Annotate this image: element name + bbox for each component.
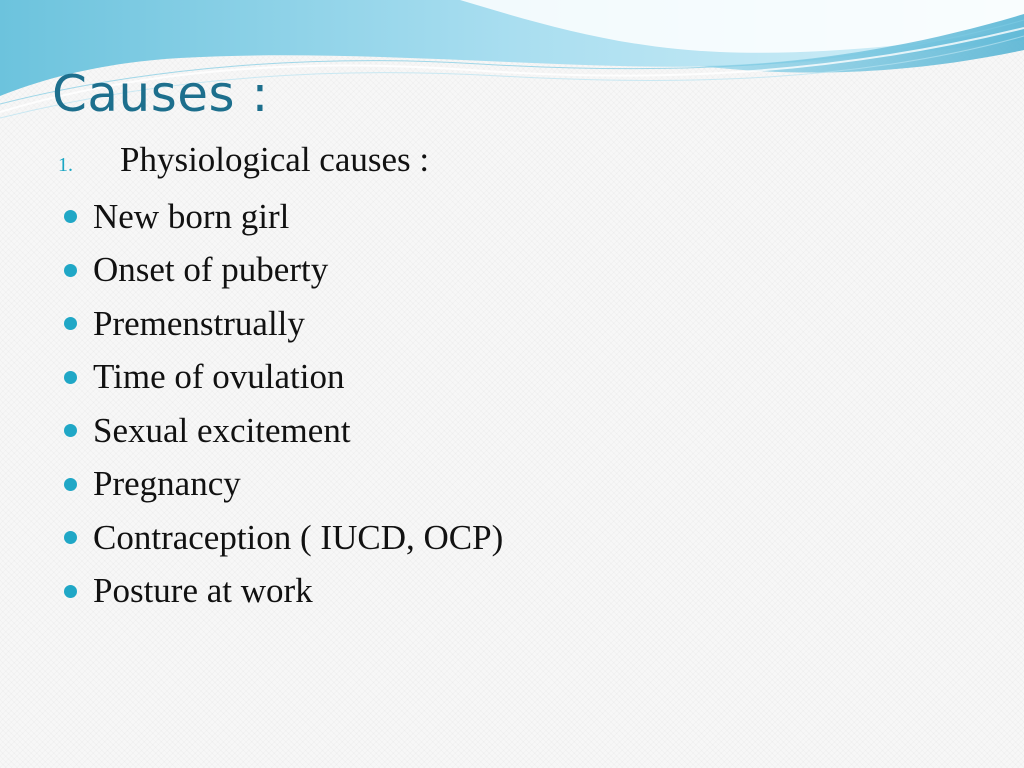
list-item — [58, 351, 958, 405]
bullet-dot-icon — [64, 585, 77, 598]
list-item-text: Onset of puberty — [93, 250, 329, 290]
bullet-dot-icon — [64, 531, 77, 544]
bullet-dot-icon — [64, 424, 77, 437]
list-item-text: Premenstrually — [93, 303, 305, 343]
list-item — [58, 190, 958, 244]
list-item-text: Contraception ( IUCD, OCP) — [93, 517, 504, 557]
list-item — [58, 297, 958, 351]
list-item — [58, 244, 958, 298]
list-item-text: Pregnancy — [93, 464, 241, 504]
list-item — [58, 565, 958, 619]
bullet-dot-icon — [64, 264, 77, 277]
bullet-dot-icon — [64, 210, 77, 223]
list-number: 1. — [58, 154, 73, 176]
list-item — [58, 511, 958, 565]
bullet-dot-icon — [64, 371, 77, 384]
slide-title: Causes : — [52, 65, 269, 123]
list-item — [58, 458, 958, 512]
list-item — [58, 404, 958, 458]
numbered-item — [58, 140, 958, 190]
slide-content — [58, 140, 958, 618]
list-item-text: Time of ovulation — [93, 357, 345, 397]
numbered-item-text: Physiological causes : — [120, 140, 430, 179]
list-item-text: Sexual excitement — [93, 410, 351, 450]
bullet-dot-icon — [64, 478, 77, 491]
bullet-dot-icon — [64, 317, 77, 330]
list-item-text: New born girl — [93, 196, 290, 236]
list-item-text: Posture at work — [93, 571, 313, 611]
bullet-list — [58, 190, 958, 618]
